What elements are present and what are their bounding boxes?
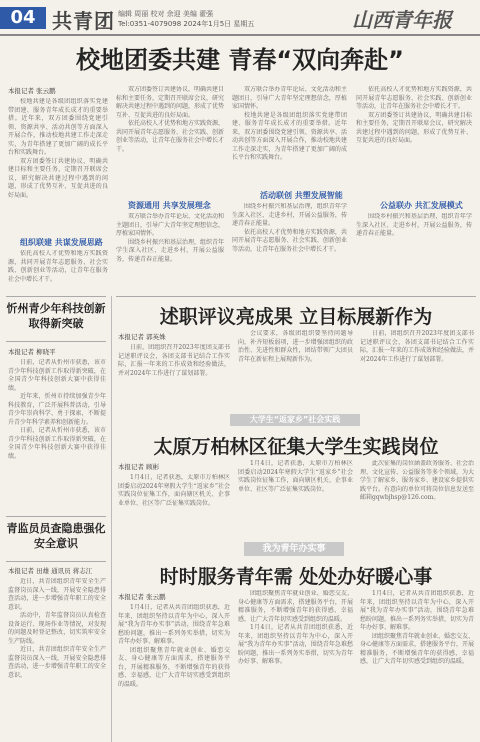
paragraph: 团组织聚焦青年就业创业、婚恋交友、身心健康等方面需求，搭建服务平台，开展精准服务，不断增强青年的获得感、幸福感，让广大青年切实感受到组织的温暖。 — [360, 632, 474, 665]
main-column-4 — [356, 86, 472, 196]
side-story-1-byline: 本报记者 柳晓平 — [8, 348, 56, 356]
paragraph: 双方团委签订共建协议，明确共建目标和主要任务，定期召开联席会议，研究解决共建过程中遇到的问题，形成了优势互补、互促共进的良好局面。 — [356, 111, 472, 144]
main-byline: 本报记者 张云鹏 — [8, 87, 56, 95]
paragraph: 校地共建是各级团组织落实党建带团建、服务青年成长成才的重要举措。近年来，双方团委围绕党建引领、资源共享、活动共创等方面深入开展合作，推动校地共建工作走深走实，为青年搭建了更加广阔的成长平台和实践舞台。 — [232, 111, 347, 161]
page-header — [0, 0, 480, 34]
side-story-2-title: 青监员员查隐患强化安全意识 — [6, 522, 106, 550]
paragraph: 双方团委签订共建协议，明确共建目标和主要任务，定期召开联席会议，研究解决共建过程中遇到的问题，形成了优势互补、互促共进的良好局面。 — [116, 86, 224, 119]
paragraph: 双方联合举办青年论坛、文化活动和主题团日，引导广大青年坚定理想信念，厚植家国情怀。 — [232, 86, 347, 110]
side-story-1-body — [8, 359, 106, 509]
paragraph: 会议要求，各级团组织要坚持问题导向，补齐短板弱项，进一步增强团组织的政治性、先进性和群众性，团结带领广大团员青年在新征程上展现新作为。 — [238, 330, 353, 363]
paragraph: 此次征集的岗位涵盖政务服务、社会治理、文化宣传、公益服务等多个领域，为大学生了解家乡、服务家乡、建设家乡提供实践平台。有意向的单位可将岗位信息发送至邮箱gqwbjhsp@126.com。 — [360, 460, 474, 501]
main-subhead-2: 资源通用 共享发展理念 — [128, 201, 211, 210]
article-2-col-2 — [238, 330, 353, 404]
article-3-byline: 本报记者 顾彬 — [118, 463, 160, 471]
article-2-col-3 — [360, 330, 474, 404]
article-2-col-1 — [118, 344, 230, 404]
paragraph: 围绕乡村振兴和基层治理，组织青年学生深入社区、走进乡村，开展公益服务，传递青春正能量。 — [116, 238, 224, 263]
article-4-col-3 — [360, 590, 474, 738]
article-4-col-1 — [118, 604, 230, 738]
paragraph: 1月4日，记者获悉，太原市万柏林区团委启动2024年寒假大学生“返家乡”社会实践岗位征集工作，面向辖区机关、企事业单位、社区等广泛征集实践岗位。 — [118, 474, 230, 507]
editor-line: 编辑 周丽 校对 余迎 美编 翟强 — [118, 10, 214, 18]
article-4-banner: 我为青年办实事 — [244, 542, 344, 556]
article-4-headline: 时时服务青年需 处处办好暖心事 — [159, 566, 433, 588]
paragraph: 近年来，忻州市持续加强青少年科技教育，广泛开展科普活动，引导青少年崇尚科学、勇于探索，不断提升青少年科学素养和创新能力。 — [8, 393, 106, 426]
paragraph: 团组织聚焦青年就业创业、婚恋交友、身心健康等方面需求，搭建服务平台，开展精准服务，不断增强青年的获得感、幸福感，让广大青年切实感受到组织的温暖。 — [118, 646, 230, 688]
paragraph: 近日，共青团组织青年安全生产监督岗员深入一线，开展安全隐患排查活动，进一步增强青年职工的安全意识。 — [8, 578, 106, 611]
paragraph: 日前，记者从忻州市获悉，该市青少年科技创新工作取得新突破，在全国青少年科技创新大赛中获得佳绩。 — [8, 359, 106, 392]
paragraph: 依托高校人才优势和地方实践资源，共同开展青年志愿服务、社会实践、创新创业等活动，让青年在服务社会中增长才干。 — [356, 86, 472, 110]
side-story-1-title-box — [6, 296, 106, 342]
newspaper-logo: 山西青年报 — [352, 8, 452, 32]
main-column-2b — [116, 213, 224, 290]
page-number: 04 — [0, 7, 46, 29]
article-2-byline: 本报记者 郭英姝 — [118, 333, 166, 341]
article-3-headline: 太原万柏林区征集大学生实践岗位 — [153, 436, 439, 458]
paragraph: 日前，团组织召开2023年度团支部书记述职评议会，各团支部书记结合工作实际，汇报一年来的工作成效和经验做法，并对2024年工作进行了谋划部署。 — [118, 344, 230, 377]
main-column-3b — [232, 203, 347, 290]
header-divider — [0, 34, 480, 36]
main-column-2 — [116, 86, 224, 196]
article-2-headline: 述职评议亮成果 立目标展新作为 — [159, 306, 433, 328]
article-3-banner: 大学生“返家乡”社会实践 — [230, 414, 360, 426]
article-4-byline: 本报记者 张云鹏 — [118, 593, 166, 601]
main-subhead-3: 活动联创 共塑发展智能 — [260, 191, 343, 200]
paragraph: 1月4日，记者从共青团组织获悉，近年来，团组织坚持以青年为中心，深入开展“我为青年办实事”活动，围绕青年急难愁盼问题，推出一系列务实举措，切实为青年办好事、解难事。 — [118, 604, 230, 645]
article-3-col-2 — [238, 460, 353, 534]
paragraph: 团组织聚焦青年就业创业、婚恋交友、身心健康等方面需求，搭建服务平台，开展精准服务，不断增强青年的获得感、幸福感，让广大青年切实感受到组织的温暖。 — [238, 590, 353, 623]
paragraph: 围绕乡村振兴和基层治理，组织青年学生深入社区、走进乡村，开展公益服务，传递青春正能量。 — [356, 213, 472, 237]
paragraph: 围绕乡村振兴和基层治理，组织青年学生深入社区、走进乡村，开展公益服务，传递青春正能量。 — [232, 203, 347, 227]
paragraph: 1月4日，记者从共青团组织获悉，近年来，团组织坚持以青年为中心，深入开展“我为青年办实事”活动，围绕青年急难愁盼问题，推出一系列务实举措，切实为青年办好事、解难事。 — [360, 590, 474, 631]
paragraph: 1月4日，记者获悉，太原市万柏林区团委启动2024年寒假大学生“返家乡”社会实践岗位征集工作，面向辖区机关、企事业单位、社区等广泛征集实践岗位。 — [238, 460, 353, 493]
main-headline: 校地团委共建 青春“双向奔赴” — [76, 46, 404, 74]
paragraph: 近日，共青团组织青年安全生产监督岗员深入一线，开展安全隐患排查活动，进一步增强青年职工的安全意识。 — [8, 646, 106, 679]
article-3-col-1 — [118, 474, 230, 534]
contact-line: Tel:0351-4079098 2024年1月5日 星期五 — [118, 20, 255, 28]
paragraph: 双方联合举办青年论坛、文化活动和主题团日，引导广大青年坚定理想信念，厚植家国情怀。 — [116, 213, 224, 237]
paragraph: 活动中，青年监督岗员认真检查设备运行、现场作业等情况，对发现的问题及时登记整改，切实筑牢安全生产防线。 — [8, 612, 106, 645]
main-column-4b — [356, 213, 472, 290]
paragraph: 日前，记者从忻州市获悉，该市青少年科技创新工作取得新突破，在全国青少年科技创新大赛中获得佳绩。 — [8, 427, 106, 460]
article-3-col-3 — [360, 460, 474, 534]
paragraph: 双方团委签订共建协议，明确共建目标和主要任务，定期召开联席会议，研究解决共建过程中遇到的问题，形成了优势互补、互促共进的良好局面。 — [8, 157, 108, 199]
sidebar-divider — [111, 296, 112, 742]
section-name: 共青团 — [52, 9, 115, 33]
main-subhead-1: 组织联建 共谋发展思路 — [20, 238, 103, 247]
main-column-1 — [8, 98, 108, 228]
main-column-3 — [232, 86, 347, 186]
main-subhead-4: 公益联办 共汇发展模式 — [380, 201, 463, 210]
article-4-col-2 — [238, 590, 353, 738]
side-story-2-body — [8, 578, 106, 738]
paragraph: 依托高校人才优势和地方实践资源，共同开展青年志愿服务、社会实践、创新创业等活动，让青年在服务社会中增长才干。 — [116, 120, 224, 153]
side-story-2-title-box — [6, 516, 106, 562]
side-story-1-title: 忻州青少年科技创新取得新突破 — [6, 302, 106, 330]
paragraph: 1月4日，记者从共青团组织获悉，近年来，团组织坚持以青年为中心，深入开展“我为青年办实事”活动，围绕青年急难愁盼问题，推出一系列务实举措，切实为青年办好事、解难事。 — [238, 624, 353, 665]
section-rule — [116, 296, 476, 297]
paragraph: 日前，团组织召开2023年度团支部书记述职评议会，各团支部书记结合工作实际，汇报一年来的工作成效和经验做法，并对2024年工作进行了谋划部署。 — [360, 330, 474, 363]
paragraph: 校地共建是各级团组织落实党建带团建、服务青年成长成才的重要举措。近年来，双方团委围绕党建引领、资源共享、活动共创等方面深入开展合作，推动校地共建工作走深走实，为青年搭建了更加广阔的成长平台和实践舞台。 — [8, 98, 108, 156]
paragraph: 依托高校人才优势和地方实践资源，共同开展青年志愿服务、社会实践、创新创业等活动，让青年在服务社会中增长才干。 — [8, 250, 108, 283]
paragraph: 依托高校人才优势和地方实践资源，共同开展青年志愿服务、社会实践、创新创业等活动，让青年在服务社会中增长才干。 — [232, 228, 347, 253]
main-column-1b — [8, 250, 108, 290]
side-story-2-byline: 本报记者 田雄 通讯员 蒋志江 — [8, 567, 93, 575]
